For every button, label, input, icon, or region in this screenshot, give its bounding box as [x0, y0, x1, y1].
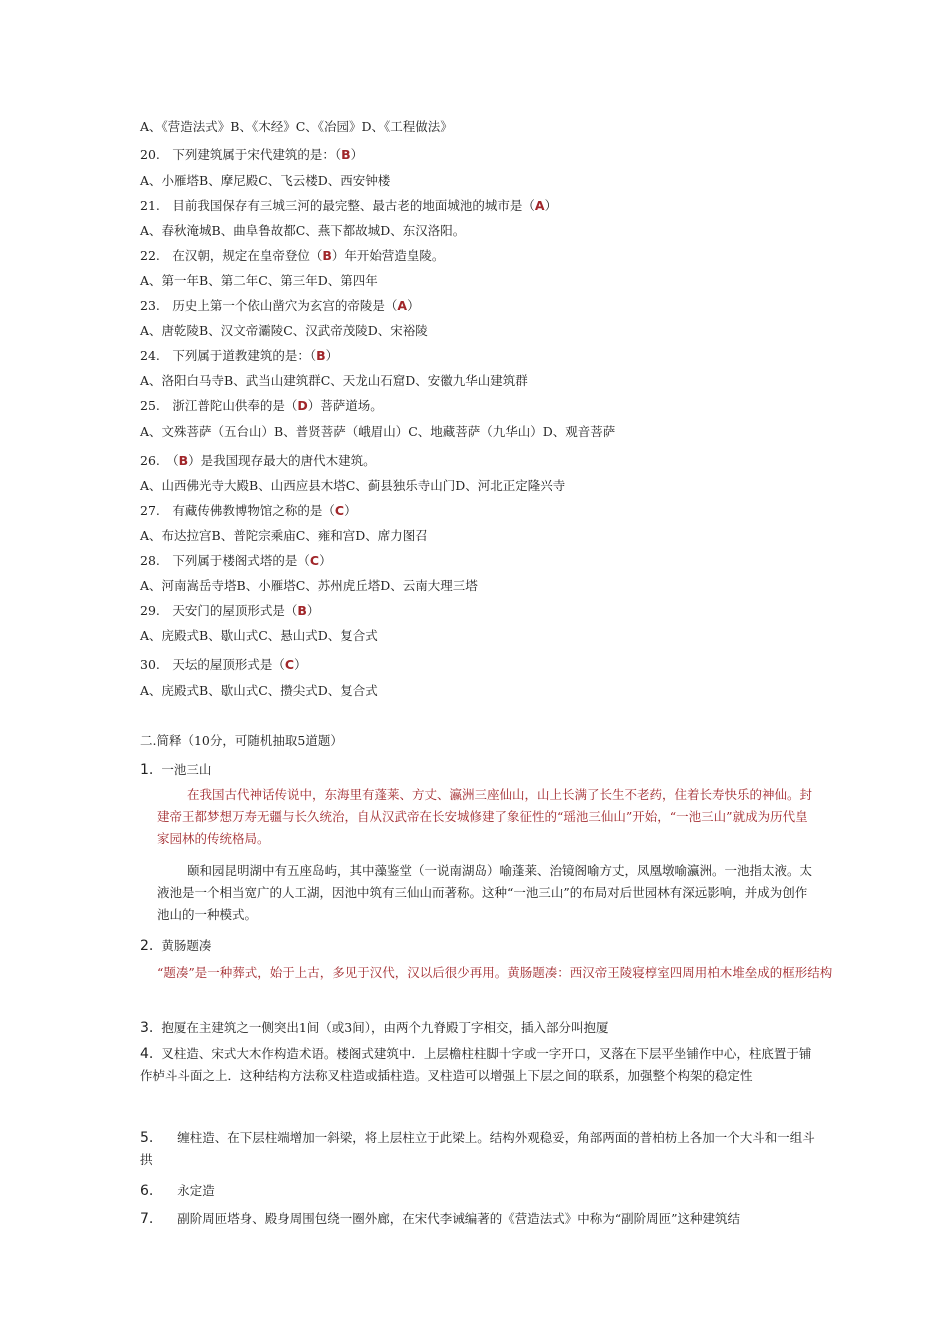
q20-options: A、小雁塔B、摩尼殿C、飞云楼D、西安钟楼	[140, 173, 391, 188]
q21-options: A、春秋淹城B、曲阜鲁故都C、燕下都故城D、东汉洛阳。	[140, 223, 466, 238]
answer-28: C	[309, 553, 320, 568]
q27-options: A、布达拉宫B、普陀宗乘庙C、雍和宫D、席力图召	[140, 528, 428, 543]
question-30: 30. 天坛的屋顶形式是（C）	[140, 657, 307, 672]
answer-23: A	[397, 298, 408, 313]
answer-27: C	[334, 503, 345, 518]
answer-22: B	[322, 248, 332, 263]
q25-options: A、文殊菩萨（五台山）B、普贤菩萨（峨眉山）C、地藏菩萨（九华山）D、观音菩萨	[140, 424, 616, 439]
answer-26: B	[178, 453, 189, 468]
term-5: 5. 缠柱造、在下层柱端增加一斜梁，将上层柱立于此梁上。结构外观稳妥，角部两面的普柏枋上各加一个大斗和一组斗拱	[140, 1130, 815, 1167]
term-4: 4. 叉柱造、宋式大木作构造术语。楼阁式建筑中．上层檐柱柱脚十字或一字开口，叉落在下层平坐铺作中心，柱底置于铺作栌斗斗面之上．这种结构方法称叉柱造或插柱造。叉柱造可以增强上下层之间的联系，加强整个构架的稳定性	[140, 1046, 812, 1083]
term-3: 3. 抱厦在主建筑之一侧突出1间（或3间），由两个九脊殿丁字相交，插入部分叫抱厦	[140, 1020, 609, 1036]
term-1-red-text: 在我国古代神话传说中，东海里有蓬莱、方丈、瀛洲三座仙山，山上长满了长生不老药，住着长寿快乐的神仙。封建帝王都梦想万寿无疆与长久统治，自从汉武帝在长安城修建了象征性的“瑶池三仙山”开始，“一池三山”就成为历代皇家园林的传统格局。	[157, 787, 813, 846]
question-24: 24. 下列属于道教建筑的是：（B）	[140, 348, 339, 363]
q29-options: A、庑殿式B、歇山式C、悬山式D、复合式	[140, 628, 378, 643]
q26-options: A、山西佛光寺大殿B、山西应县木塔C、蓟县独乐寺山门D、河北正定隆兴寺	[140, 478, 566, 493]
term-1-text: 颐和园昆明湖中有五座岛屿，其中藻鉴堂（一说南湖岛）喻蓬莱、治镜阁喻方丈，凤凰墩喻瀛洲。一池指太液。太液池是一个相当宽广的人工湖，因池中筑有三仙山而著称。这种“一池三山”的布局对后世园林有深远影响，并成为创作池山的一种模式。	[157, 863, 813, 922]
q30-options: A、庑殿式B、歇山式C、攒尖式D、复合式	[140, 683, 378, 698]
question-25: 25. 浙江普陀山供奉的是（D）菩萨道场。	[140, 398, 383, 413]
question-23: 23. 历史上第一个依山凿穴为玄宫的帝陵是（A）	[140, 298, 420, 313]
term-2-title: 2. 黄肠题凑	[140, 938, 212, 954]
section-heading: 二.简释（10分，可随机抽取5道题）	[140, 733, 343, 748]
question-21: 21. 目前我国保存有三城三河的最完整、最古老的地面城池的城市是（A）	[140, 198, 558, 213]
q22-options: A、第一年B、第二年C、第三年D、第四年	[140, 273, 378, 288]
answer-30: C	[284, 657, 295, 672]
answer-20: B	[341, 147, 351, 162]
q19-options: A、《营造法式》B、《木经》C、《冶园》D、《工程做法》	[140, 119, 453, 134]
q23-options: A、唐乾陵B、汉文帝灞陵C、汉武帝茂陵D、宋裕陵	[140, 323, 428, 338]
term-7: 7. 副阶周匝塔身、殿身周围包绕一圈外廊，在宋代李诫编著的《营造法式》中称为“副阶周匝”这种建筑结	[140, 1211, 740, 1227]
question-20: 20. 下列建筑属于宋代建筑的是：（B）	[140, 147, 364, 162]
term-1-title: 1. 一池三山	[140, 762, 212, 778]
answer-21: A	[534, 198, 545, 213]
q28-options: A、河南嵩岳寺塔B、小雁塔C、苏州虎丘塔D、云南大理三塔	[140, 578, 478, 593]
question-28: 28. 下列属于楼阁式塔的是（C）	[140, 553, 332, 568]
question-27: 27. 有藏传佛教博物馆之称的是（C）	[140, 503, 357, 518]
question-22: 22. 在汉朝，规定在皇帝登位（B）年开始营造皇陵。	[140, 248, 445, 263]
question-26: 26. （B）是我国现存最大的唐代木建筑。	[140, 453, 376, 468]
answer-25: D	[297, 398, 308, 413]
question-29: 29. 天安门的屋顶形式是（B）	[140, 603, 320, 618]
term-2-red-text: “题凑”是一种葬式，始于上古，多见于汉代，汉以后很少再用。黄肠题凑：西汉帝王陵寝椁室四周用柏木堆垒成的框形结构	[157, 965, 833, 980]
answer-29: B	[297, 603, 307, 618]
term-6: 6. 永定造	[140, 1183, 215, 1199]
answer-24: B	[316, 348, 326, 363]
q24-options: A、洛阳白马寺B、武当山建筑群C、天龙山石窟D、安徽九华山建筑群	[140, 373, 528, 388]
